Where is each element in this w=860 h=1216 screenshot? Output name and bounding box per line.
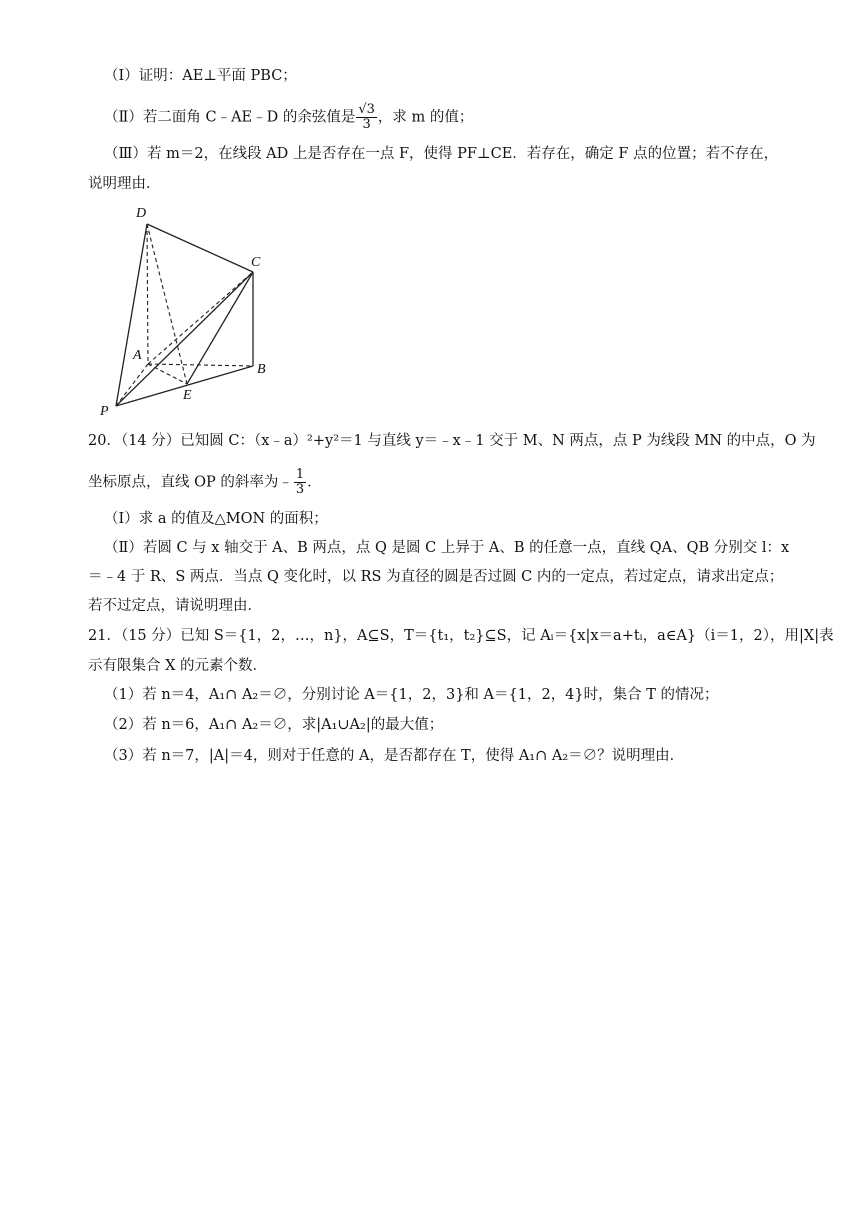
q19-part2-text-b: ，求 m 的值； [377, 109, 474, 126]
q19-part1-text: 证明：AE⊥平面 PBC； [138, 68, 297, 84]
edge-ac [148, 272, 253, 364]
q20-number: 20． [88, 433, 121, 449]
q21-part3: （3）若 n＝7，|A|＝4，则对于任意的 A，是否都存在 T，使得 A₁∩ A₂＝∅？说明理由． [104, 748, 685, 764]
edge-ab [148, 364, 253, 366]
q20-frac-num: 1 [295, 467, 305, 482]
q21-number: 21． [88, 628, 121, 644]
edge-ec [187, 272, 253, 384]
q19-part3 [104, 144, 778, 164]
edge-de [147, 224, 187, 384]
q20-fraction [294, 468, 306, 497]
q20-stem-line2b: ． [307, 474, 322, 491]
label-c: C [251, 255, 261, 270]
q19-part2-label: （Ⅱ） [104, 109, 143, 126]
q19-part3-cont: 说明理由． [88, 176, 161, 192]
q19-part2 [104, 103, 473, 132]
q20-frac-sign: ﹣ [278, 474, 293, 491]
edge-da [147, 224, 148, 364]
q20-line2 [88, 468, 322, 497]
q19-part1 [104, 66, 297, 86]
edge-ap [116, 364, 148, 406]
q20-score: （14 分） [120, 433, 181, 449]
q19-part1-label: （Ⅰ） [104, 68, 139, 84]
q21-line2: 示有限集合 X 的元素个数． [88, 658, 268, 674]
q21-part2: （2）若 n＝6，A₁∩ A₂＝∅，求|A₁∪A₂|的最大值； [104, 717, 444, 733]
label-a: A [133, 348, 142, 363]
q19-part2-fraction [356, 103, 377, 132]
q21-line1 [88, 626, 834, 646]
edge-ae [148, 364, 187, 384]
q20-frac-den: 3 [295, 482, 305, 497]
q19-part2-frac-num: √3 [358, 102, 375, 117]
q21-stem-line1: 已知 S＝{1，2，…，n}，A⊆S，T＝{t₁，t₂}⊆S，记 Aᵢ＝{x|x＝a+tᵢ，a∈A}（i＝1，2），用|X|表 [180, 628, 834, 644]
label-p: P [100, 404, 109, 419]
q21-part1: （1）若 n＝4，A₁∩ A₂＝∅，分别讨论 A＝{1，2，3}和 A＝{1，2，4}时，集合 T 的情况； [104, 687, 719, 703]
edge-dc [147, 224, 253, 272]
pyramid-figure [94, 200, 284, 420]
q20-stem-line1: 已知圆 C：（x﹣a）²+y²＝1 与直线 y＝﹣x﹣1 交于 M、N 两点，点 P 为线段 MN 的中点，O 为 [180, 433, 816, 449]
q20-part1: （Ⅰ）求 a 的值及△MON 的面积； [104, 511, 328, 527]
q20-part2-line1: （Ⅱ）若圆 C 与 x 轴交于 A、B 两点，点 Q 是圆 C 上异于 A、B 的任意一点，直线 QA、QB 分别交 l：x [104, 540, 790, 556]
q20-part2-line3: 若不过定点，请说明理由． [88, 598, 262, 614]
edge-dp [116, 224, 147, 406]
label-e: E [183, 388, 192, 403]
label-b: B [257, 362, 266, 377]
q20-line1 [88, 431, 816, 451]
q21-score: （15 分） [120, 628, 181, 644]
q20-stem-line2a: 坐标原点，直线 OP 的斜率为 [88, 474, 279, 491]
q20-part2-line2: ＝﹣4 于 R、S 两点．当点 Q 变化时，以 RS 为直径的圆是否过圆 C 内的一定点，若过定点，请求出定点； [88, 569, 784, 585]
label-d: D [136, 206, 147, 221]
q19-part3-text: 若 m＝2，在线段 AD 上是否存在一点 F，使得 PF⊥CE．若存在，确定 F 点的位置；若不存在， [146, 146, 779, 162]
q19-part2-frac-den: 3 [362, 117, 371, 132]
q19-part2-text-a: 若二面角 C﹣AE﹣D 的余弦值是 [142, 109, 356, 126]
q19-part3-label: （Ⅲ） [104, 146, 147, 162]
